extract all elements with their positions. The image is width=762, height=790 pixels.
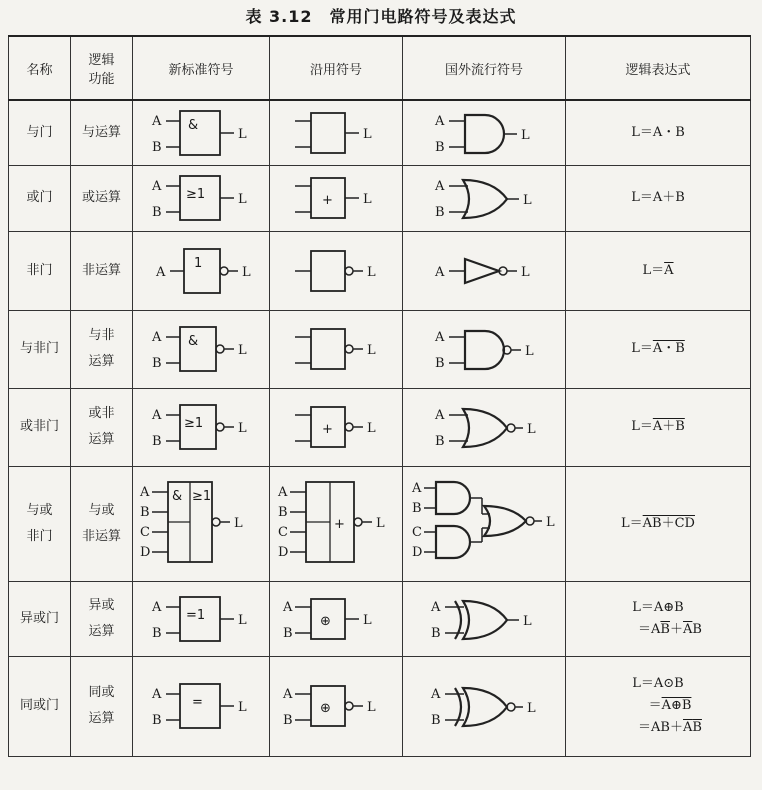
svg-text:A: A xyxy=(152,179,162,194)
svg-text:&: & xyxy=(188,334,199,349)
table-row xyxy=(9,388,751,466)
new-std-symbol xyxy=(133,310,270,388)
svg-text:≥1: ≥1 xyxy=(184,416,204,431)
svg-text:B: B xyxy=(435,139,445,155)
nor-gate-old-symbol xyxy=(271,397,401,457)
svg-text:L: L xyxy=(238,700,247,715)
svg-text:B: B xyxy=(152,356,162,371)
svg-text:B: B xyxy=(152,205,162,220)
nand-gate-iec-symbol xyxy=(136,319,266,379)
svg-text:L: L xyxy=(238,192,247,207)
logic-expression: L＝A＋B xyxy=(566,165,751,231)
gate-func: 与非 运算 xyxy=(71,310,133,388)
svg-text:B: B xyxy=(283,713,293,728)
svg-text:A: A xyxy=(140,484,150,500)
svg-text:C: C xyxy=(412,524,422,540)
gate-func: 与或 非运算 xyxy=(71,466,133,581)
svg-text:B: B xyxy=(152,625,162,641)
xnor-gate-iec-symbol xyxy=(136,676,266,736)
svg-text:≥1: ≥1 xyxy=(192,488,212,504)
foreign-symbol xyxy=(403,388,566,466)
xor-gate-ansi-symbol xyxy=(409,589,559,649)
table-row xyxy=(9,100,751,165)
header-expr: 逻辑表达式 xyxy=(566,36,751,100)
svg-text:A: A xyxy=(435,330,445,345)
gate-func: 或非 运算 xyxy=(71,388,133,466)
svg-text:L: L xyxy=(527,422,536,437)
foreign-symbol xyxy=(403,100,566,165)
svg-text:A: A xyxy=(435,408,445,423)
gate-func: 同或 运算 xyxy=(71,656,133,756)
logic-expression: L＝AB＋CD xyxy=(566,466,751,581)
logic-expression: L＝A・B xyxy=(566,310,751,388)
svg-text:=1: =1 xyxy=(186,607,206,623)
new-std-symbol xyxy=(133,581,270,656)
svg-text:B: B xyxy=(283,625,293,641)
foreign-symbol xyxy=(403,310,566,388)
svg-text:D: D xyxy=(140,544,151,560)
gate-func: 非运算 xyxy=(71,231,133,310)
svg-text:≥1: ≥1 xyxy=(186,187,206,202)
logic-expression: L＝A⊕B $=A\overline{B}+\overline{A}B$ xyxy=(566,581,751,656)
not-gate-iec-symbol xyxy=(136,241,266,301)
table-row xyxy=(9,466,751,581)
or-gate-ansi-symbol xyxy=(409,168,559,228)
svg-text:L: L xyxy=(527,701,536,716)
svg-text:L: L xyxy=(234,515,243,531)
table-title: 表 3.12 常用门电路符号及表达式 xyxy=(245,7,517,26)
svg-text:L: L xyxy=(523,613,532,629)
svg-text:B: B xyxy=(435,205,445,220)
gate-name: 或门 xyxy=(9,165,71,231)
svg-text:L: L xyxy=(367,343,376,358)
svg-text:+: + xyxy=(322,193,333,208)
svg-text:L: L xyxy=(367,421,376,436)
gate-name: 与非门 xyxy=(9,310,71,388)
svg-text:+: + xyxy=(334,516,345,532)
table-row xyxy=(9,656,751,756)
svg-text:A: A xyxy=(283,687,293,702)
header-func: 逻辑 功能 xyxy=(71,36,133,100)
svg-text:=: = xyxy=(192,695,203,710)
svg-text:D: D xyxy=(278,544,289,560)
old-symbol xyxy=(270,231,403,310)
svg-text:L: L xyxy=(367,264,376,280)
table-row xyxy=(9,581,751,656)
svg-text:A: A xyxy=(283,599,293,615)
new-std-symbol xyxy=(133,466,270,581)
aoi-gate-old-symbol xyxy=(270,474,403,574)
svg-text:L: L xyxy=(363,612,372,628)
svg-text:&: & xyxy=(172,488,183,504)
foreign-symbol xyxy=(403,656,566,756)
svg-text:L: L xyxy=(521,264,530,280)
old-symbol xyxy=(270,100,403,165)
xnor-gate-old-symbol xyxy=(271,676,401,736)
foreign-symbol xyxy=(403,231,566,310)
svg-text:L: L xyxy=(238,612,247,628)
svg-text:B: B xyxy=(431,625,441,641)
old-symbol xyxy=(270,656,403,756)
gate-func: 或运算 xyxy=(71,165,133,231)
svg-text:L: L xyxy=(521,127,530,143)
logic-gate-table xyxy=(8,35,751,757)
table-row xyxy=(9,165,751,231)
gate-name: 同或门 xyxy=(9,656,71,756)
old-symbol xyxy=(270,466,403,581)
svg-text:B: B xyxy=(412,500,422,516)
gate-func: 与运算 xyxy=(71,100,133,165)
aoi-gate-ansi-symbol xyxy=(404,474,564,574)
and-gate-old-symbol xyxy=(271,103,401,163)
nor-gate-ansi-symbol xyxy=(409,397,559,457)
or-gate-iec-symbol xyxy=(136,168,266,228)
header-row xyxy=(9,36,751,100)
old-symbol xyxy=(270,388,403,466)
svg-text:B: B xyxy=(152,139,162,155)
table-row xyxy=(9,231,751,310)
svg-text:B: B xyxy=(152,434,162,449)
svg-text:L: L xyxy=(238,126,247,142)
svg-text:L: L xyxy=(523,193,532,208)
header-old: 沿用符号 xyxy=(270,36,403,100)
new-std-symbol xyxy=(133,656,270,756)
svg-text:A: A xyxy=(435,179,445,194)
new-std-symbol xyxy=(133,165,270,231)
or-gate-old-symbol xyxy=(271,168,401,228)
header-name: 名称 xyxy=(9,36,71,100)
svg-text:B: B xyxy=(435,356,445,371)
svg-text:A: A xyxy=(152,408,162,423)
header-new-std: 新标准符号 xyxy=(133,36,270,100)
and-gate-ansi-symbol xyxy=(409,103,559,163)
svg-text:B: B xyxy=(435,434,445,449)
svg-text:+: + xyxy=(322,422,333,437)
gate-name: 与或 非门 xyxy=(9,466,71,581)
svg-text:B: B xyxy=(152,713,162,728)
xor-gate-old-symbol xyxy=(271,589,401,649)
old-symbol xyxy=(270,165,403,231)
svg-text:L: L xyxy=(525,344,534,359)
not-gate-ansi-symbol xyxy=(409,241,559,301)
new-std-symbol xyxy=(133,388,270,466)
svg-text:L: L xyxy=(546,514,555,530)
gate-func: 异或 运算 xyxy=(71,581,133,656)
svg-text:L: L xyxy=(363,126,372,142)
logic-expression: L＝A＋B xyxy=(566,388,751,466)
svg-text:B: B xyxy=(431,713,441,728)
svg-text:A: A xyxy=(156,264,166,280)
gate-name: 异或门 xyxy=(9,581,71,656)
svg-text:D: D xyxy=(412,544,423,560)
foreign-symbol xyxy=(403,466,566,581)
svg-text:L: L xyxy=(367,700,376,715)
gate-name: 或非门 xyxy=(9,388,71,466)
foreign-symbol xyxy=(403,165,566,231)
foreign-symbol xyxy=(403,581,566,656)
svg-text:A: A xyxy=(152,599,162,615)
gate-name: 非门 xyxy=(9,231,71,310)
xnor-gate-ansi-symbol xyxy=(409,676,559,736)
not-gate-old-symbol xyxy=(271,241,401,301)
svg-text:⊕: ⊕ xyxy=(320,613,331,629)
svg-text:C: C xyxy=(140,524,150,540)
and-gate-iec-symbol xyxy=(136,103,266,163)
svg-text:A: A xyxy=(152,687,162,702)
svg-text:1: 1 xyxy=(194,255,203,271)
svg-text:L: L xyxy=(376,515,385,531)
svg-text:L: L xyxy=(363,192,372,207)
svg-text:A: A xyxy=(412,480,422,496)
logic-expression: L＝A・B xyxy=(566,100,751,165)
nor-gate-iec-symbol xyxy=(136,397,266,457)
svg-text:A: A xyxy=(435,113,445,129)
svg-text:L: L xyxy=(238,421,247,436)
gate-name: 与门 xyxy=(9,100,71,165)
svg-text:L: L xyxy=(238,343,247,358)
nand-gate-old-symbol xyxy=(271,319,401,379)
svg-text:A: A xyxy=(152,113,162,129)
header-foreign: 国外流行符号 xyxy=(403,36,566,100)
svg-text:⊕: ⊕ xyxy=(320,701,331,716)
logic-expression: $L=\overline{A}$ xyxy=(566,231,751,310)
svg-text:&: & xyxy=(188,117,199,133)
logic-expression: L＝A⊙B ＝A⊕B $=AB+\overline{A}\overline{B}$ xyxy=(566,656,751,756)
aoi-gate-iec-symbol xyxy=(134,474,268,574)
svg-text:A: A xyxy=(431,687,441,702)
svg-text:A: A xyxy=(278,484,288,500)
old-symbol xyxy=(270,310,403,388)
svg-text:A: A xyxy=(152,330,162,345)
svg-text:A: A xyxy=(431,599,441,615)
new-std-symbol xyxy=(133,100,270,165)
svg-text:B: B xyxy=(140,504,150,520)
table-row xyxy=(9,310,751,388)
svg-text:B: B xyxy=(278,504,288,520)
svg-text:C: C xyxy=(278,524,288,540)
svg-text:A: A xyxy=(435,264,445,280)
svg-text:L: L xyxy=(242,264,251,280)
old-symbol xyxy=(270,581,403,656)
new-std-symbol xyxy=(133,231,270,310)
nand-gate-ansi-symbol xyxy=(409,319,559,379)
xor-gate-iec-symbol xyxy=(136,589,266,649)
